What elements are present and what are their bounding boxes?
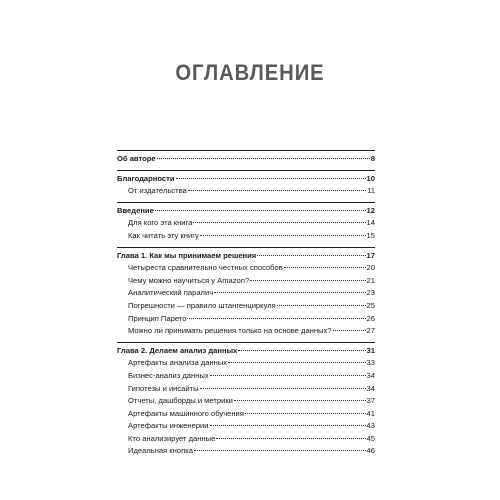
section-divider [117,170,375,171]
dot-leader [194,450,366,451]
dot-leader [193,222,365,223]
page-number: 34 [366,370,375,380]
dot-leader [200,388,366,389]
page-title: ОГЛАВЛЕНИЕ [175,60,325,85]
dot-leader [176,178,366,179]
toc-chapter-entry[interactable] [117,250,375,263]
page-number: 15 [366,230,375,240]
page-number: 43 [366,421,375,431]
chapter-title: Об авторе [117,154,156,163]
dot-leader [228,362,365,363]
dot-leader [188,190,366,191]
toc-entry[interactable] [117,420,375,433]
page-number: 41 [366,408,375,418]
entry-title: Аналитический паралич [128,288,214,298]
page-number: 46 [366,446,375,456]
chapter-title: Введение [117,205,154,215]
entry-title: Идеальная кнопка [128,446,193,456]
toc-entry[interactable] [117,433,375,446]
dot-leader [245,413,366,414]
page-number: 31 [366,345,375,355]
entry-title: Гипотезы и инсайты [128,383,199,393]
page-number: 20 [366,263,375,273]
section-divider [117,247,375,248]
dot-leader [238,350,365,351]
toc-entry[interactable] [117,395,375,408]
table-of-contents [117,150,375,458]
page-number: 12 [366,205,375,215]
page-number: 10 [366,173,375,183]
chapter-title: Глава 2. Делаем анализ данных [117,345,238,355]
toc-section [117,170,375,198]
entry-title: Кто анализирует данные [128,433,216,443]
section-divider [117,202,375,203]
entry-title: Отчеты, дашборды и метрики [128,396,233,406]
dot-leader [234,400,366,401]
toc-entry[interactable] [117,408,375,421]
entry-title: Погрешности — правило штангенциркуля [128,300,276,310]
dot-leader [333,330,366,331]
entry-title: Четыреста сравнительно честных способов [128,263,283,273]
toc-entry[interactable] [117,185,375,198]
toc-section [117,150,375,166]
toc-section [117,247,375,338]
page-number: 8 [370,154,375,163]
dot-leader [250,280,365,281]
toc-entry[interactable] [117,370,375,383]
dot-leader [187,318,365,319]
entry-title: Для кого эта книга [128,218,193,228]
entry-title: Артефакты машинного обучения [128,408,244,418]
dot-leader [155,210,366,211]
dot-leader [157,158,370,159]
page-number: 21 [366,275,375,285]
entry-title: От издательства [128,186,187,196]
page-number: 37 [366,396,375,406]
toc-entry[interactable] [117,325,375,338]
chapter-title: Глава 1. Как мы принимаем решения [117,250,257,260]
page-number: 33 [366,358,375,368]
dot-leader [257,255,365,256]
section-divider [117,150,375,151]
toc-chapter-entry[interactable] [117,205,375,218]
page-number: 34 [366,383,375,393]
toc-entry[interactable] [117,300,375,313]
section-divider [117,342,375,343]
entry-title: Чему можно научиться у Amazon? [128,275,250,285]
dot-leader [216,438,365,439]
toc-entry[interactable] [117,383,375,396]
chapter-title: Благодарности [117,173,175,183]
dot-leader [200,235,366,236]
dot-leader [214,292,365,293]
page-number: 11 [367,186,375,196]
entry-title: Принцип Парето [128,313,187,323]
toc-entry[interactable] [117,357,375,370]
toc-chapter-entry[interactable] [117,345,375,358]
entry-title: Как читать эту книгу [128,230,199,240]
entry-title: Можно ли принимать решения только на основе данных? [128,326,332,336]
toc-entry[interactable] [117,287,375,300]
dot-leader [277,305,366,306]
toc-section [117,202,375,243]
toc-chapter-entry[interactable] [117,173,375,186]
toc-entry[interactable] [117,217,375,230]
entry-title: Артефакты анализа данных [128,358,228,368]
entry-title: Бизнес-анализ данных [128,370,209,380]
dot-leader [284,267,366,268]
toc-entry[interactable] [117,230,375,243]
page-number: 45 [366,433,375,443]
dot-leader [210,375,366,376]
page-number: 25 [366,300,375,310]
toc-entry[interactable] [117,275,375,288]
page-number: 26 [366,313,375,323]
toc-chapter-entry[interactable] [117,153,375,166]
toc-entry[interactable] [117,313,375,326]
page-number: 17 [366,250,375,260]
toc-entry[interactable] [117,445,375,458]
entry-title: Артефакты инженерии [128,421,209,431]
page-number: 23 [366,288,375,298]
toc-entry[interactable] [117,262,375,275]
dot-leader [210,425,366,426]
toc-section [117,342,375,458]
page-number: 27 [366,326,375,336]
page-number: 14 [366,218,375,228]
